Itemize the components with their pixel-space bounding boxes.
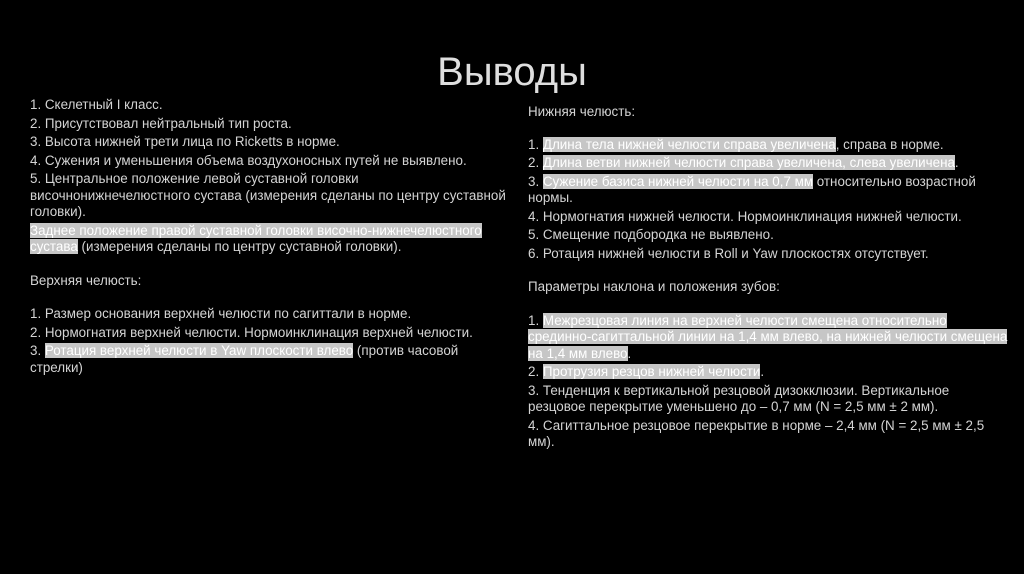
- lower-jaw-item-1-prefix: 1.: [528, 136, 543, 152]
- lower-jaw-item-2: [528, 155, 1008, 172]
- lower-jaw-item-3: [528, 174, 1008, 207]
- lower-jaw-item-3-prefix: 3.: [528, 173, 543, 189]
- teeth-item-2: [528, 364, 1008, 381]
- slide-title: Выводы: [437, 50, 587, 94]
- teeth-item-2-rest: .: [760, 364, 765, 379]
- lower-jaw-item-6: 6. Ротация нижней челюсти в Roll и Yaw плоскостях отсутствует.: [528, 245, 929, 261]
- upper-jaw-heading: Верхняя челюсть:: [30, 272, 142, 288]
- conclusion-item-6-rest: (измерения сделаны по центру суставной головки).: [77, 239, 402, 254]
- teeth-item-2-prefix: 2.: [528, 364, 543, 379]
- lower-jaw-heading: Нижняя челюсть:: [528, 104, 636, 119]
- conclusion-item-4: 4. Сужения и уменьшения объема воздухоносных путей не выявлено.: [30, 152, 467, 168]
- highlighted-text: Протрузия резцов нижней челюсти: [542, 364, 761, 379]
- lower-jaw-item-2-prefix: 2.: [528, 155, 543, 170]
- teeth-item-1: [528, 313, 1008, 363]
- highlighted-text: Сужение базиса нижней челюсти на 0,7 мм: [542, 173, 814, 189]
- conclusion-item-1: 1. Скелетный I класс.: [30, 97, 163, 112]
- conclusion-item-2: 2. Присутствовал нейтральный тип роста.: [30, 115, 292, 131]
- upper-jaw-item-2: 2. Нормогнатия верхней челюсти. Нормоинклинация верхней челюсти.: [30, 324, 473, 340]
- conclusion-item-5: 5. Центральное положение левой суставной головки височнонижнечелюстного сустава (измерения сделаны по центру суставной головки).: [30, 171, 506, 219]
- highlighted-text: Заднее положение правой суставной головки височно-нижнечелюстного сустава: [30, 222, 482, 254]
- lower-jaw-item-1-rest: , справа в норме.: [835, 136, 944, 152]
- highlighted-text: Длина ветви нижней челюсти справа увеличена, слева увеличена: [542, 155, 955, 170]
- highlighted-text: Межрезцовая линия на верхней челюсти смещена относительно срединно-сагиттальной линии на 1,4 мм влево, на нижней челюсти смещена на 1,4 мм влево: [528, 312, 1008, 361]
- lower-jaw-item-3-rest: относительно возрастной нормы.: [528, 173, 976, 205]
- upper-jaw-item-3: [30, 343, 508, 376]
- teeth-item-4: 4. Сагиттальное резцовое перекрытие в норме – 2,4 мм (N = 2,5 мм ± 2,5 мм).: [528, 417, 985, 449]
- conclusion-item-6: [30, 223, 508, 256]
- conclusion-item-3: 3. Высота нижней трети лица по Ricketts в норме.: [30, 134, 340, 149]
- right-column: [528, 104, 1008, 451]
- teeth-item-1-prefix: 1.: [528, 312, 543, 328]
- lower-jaw-item-5: 5. Смещение подбородка не выявлено.: [528, 227, 774, 242]
- highlighted-text: Длина тела нижней челюсти справа увеличена: [542, 136, 836, 152]
- lower-jaw-item-4: 4. Нормогнатия нижней челюсти. Нормоинклинация нижней челюсти.: [528, 208, 962, 224]
- highlighted-text: Ротация верхней челюсти в Yaw плоскости влево: [44, 343, 354, 358]
- lower-jaw-item-1: [528, 137, 1008, 154]
- teeth-heading: Параметры наклона и положения зубов:: [528, 279, 780, 294]
- upper-jaw-item-3-prefix: 3.: [30, 343, 45, 358]
- teeth-item-1-rest: .: [627, 345, 632, 361]
- upper-jaw-item-3-rest: (против часовой стрелки): [30, 343, 459, 375]
- left-column: [30, 97, 508, 376]
- teeth-item-3: 3. Тенденция к вертикальной резцовой дизокклюзии. Вертикальное резцовое перекрытие уменьшено до – 0,7 мм (N = 2,5 мм ± 2 мм).: [528, 382, 950, 414]
- lower-jaw-item-2-rest: .: [954, 155, 959, 170]
- upper-jaw-item-1: 1. Размер основания верхней челюсти по сагиттали в норме.: [30, 306, 412, 321]
